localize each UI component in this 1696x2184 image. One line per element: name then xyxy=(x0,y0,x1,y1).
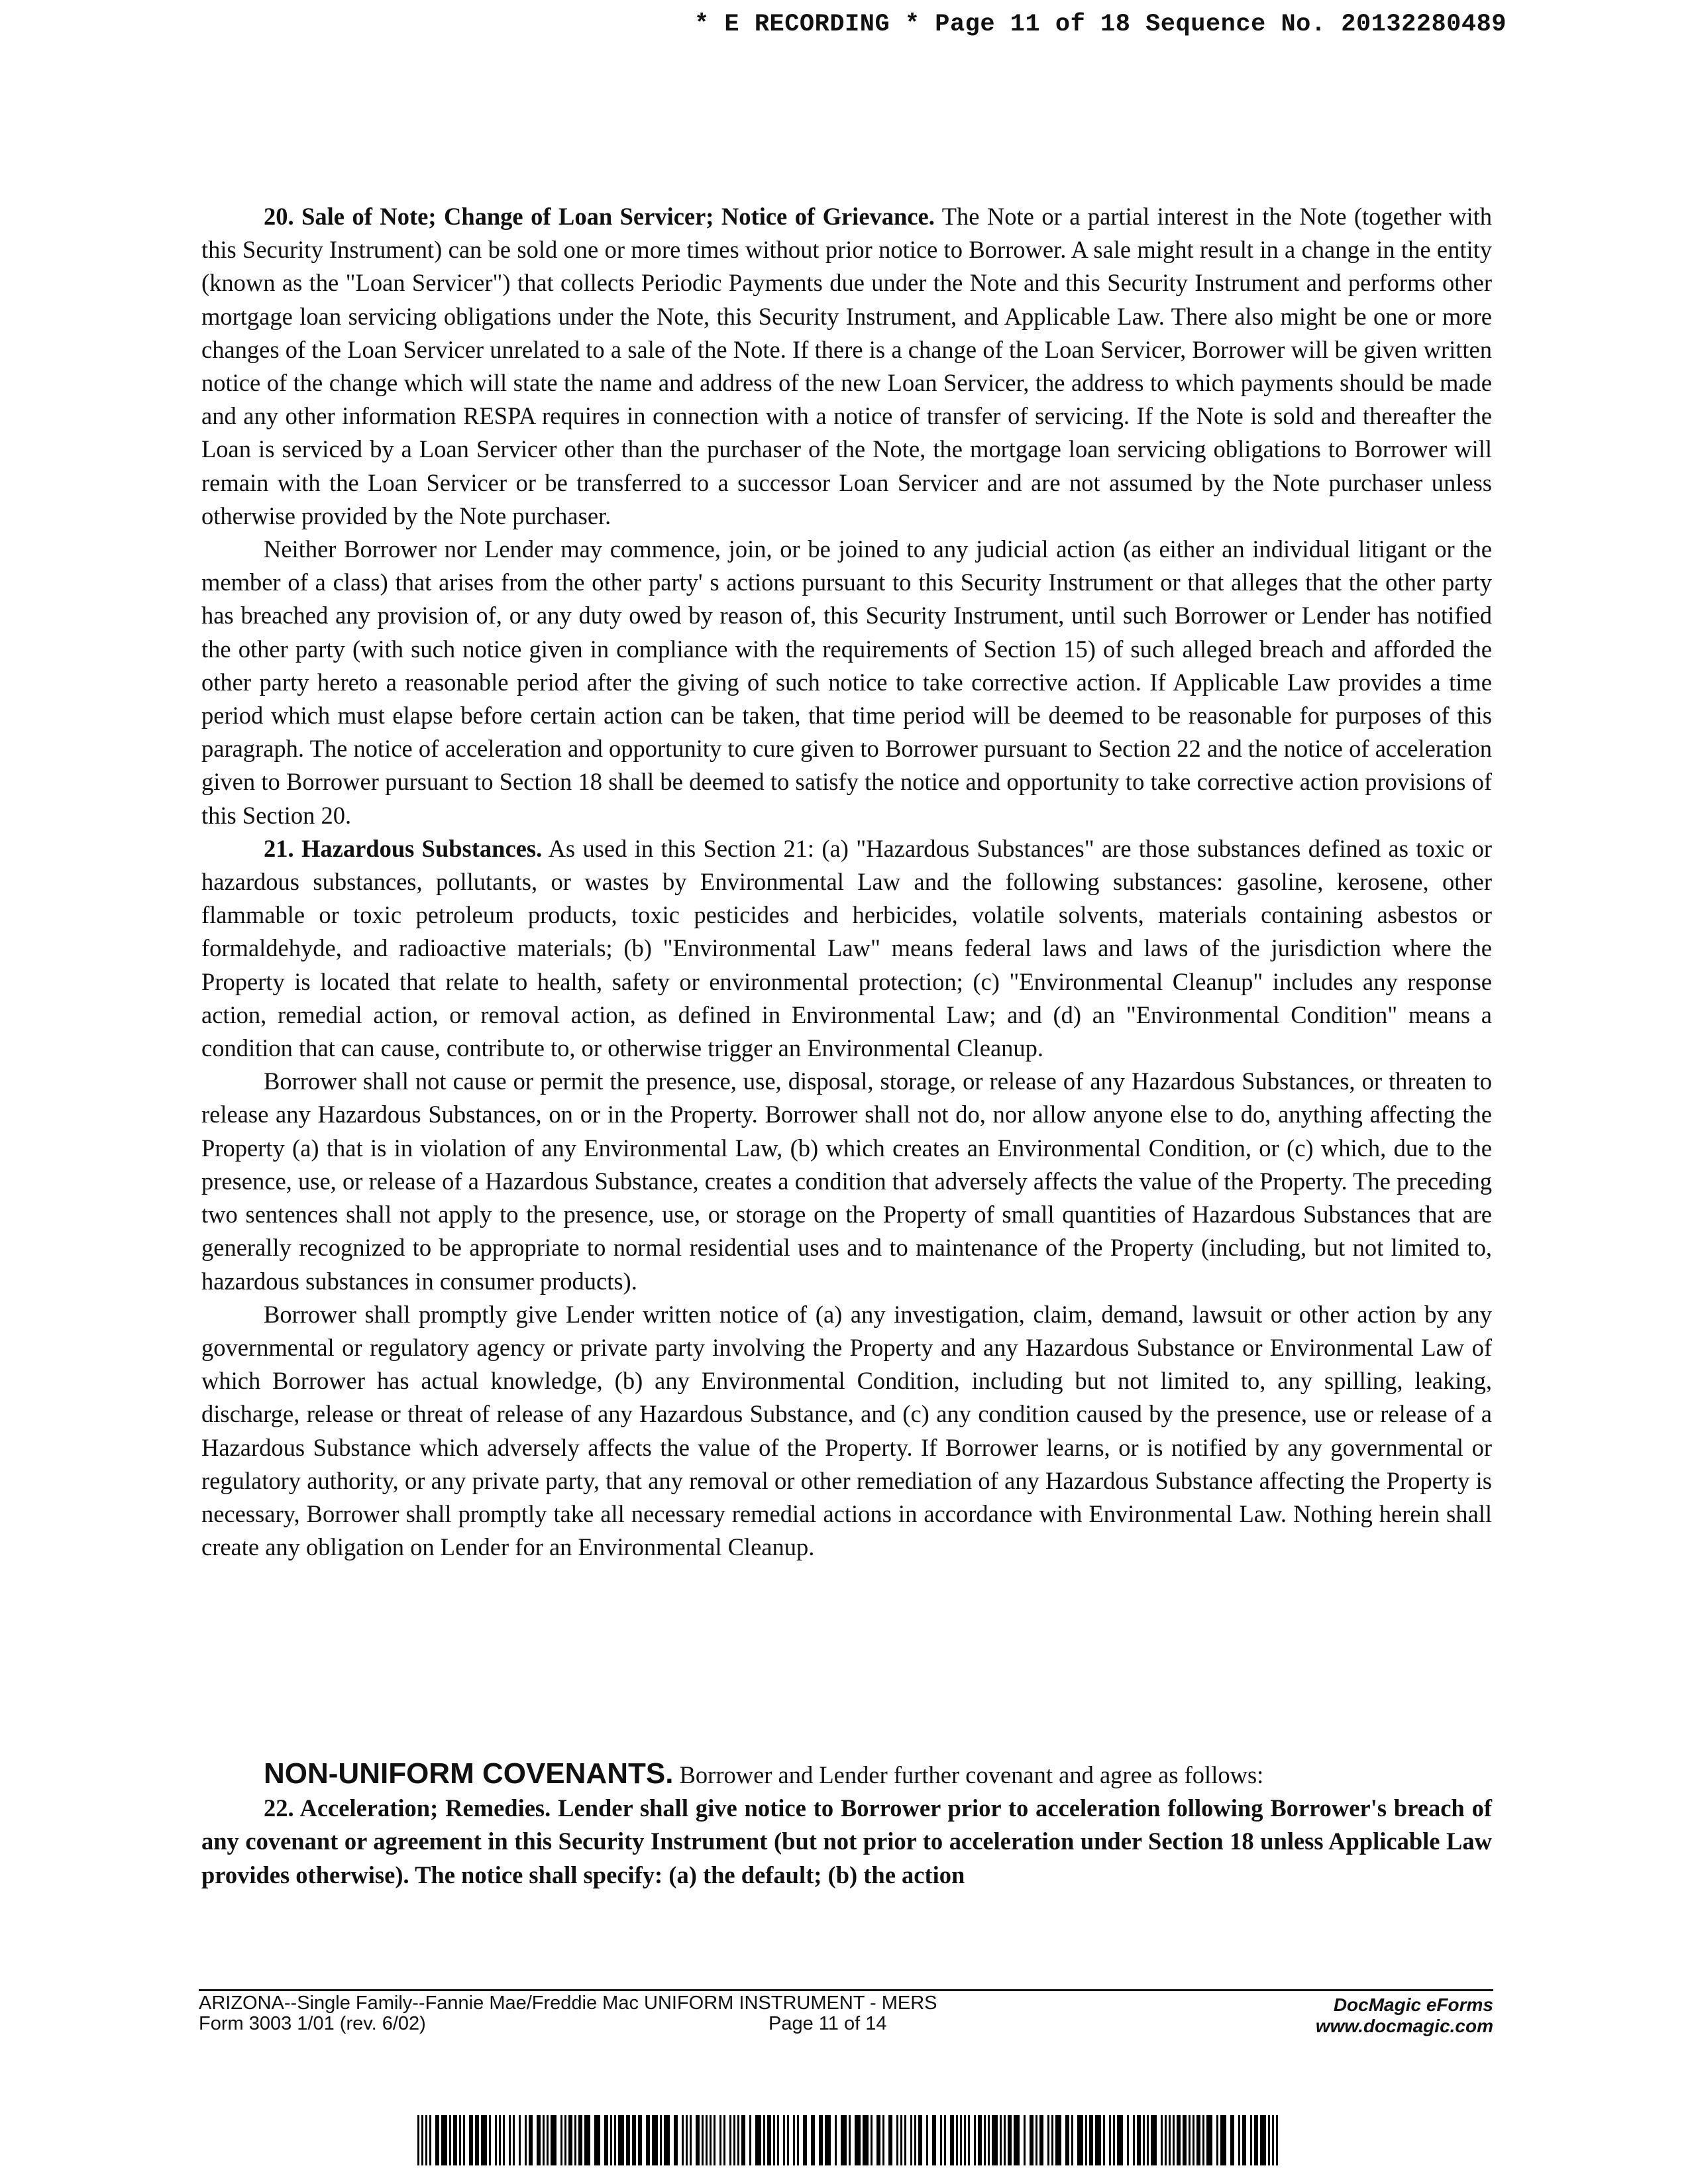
barcode-image xyxy=(417,2115,1280,2165)
section-20-number: 20. xyxy=(264,203,294,230)
brand-logo: DocMagic eForms xyxy=(1333,1994,1493,2015)
footer-divider xyxy=(199,1989,1493,1991)
footer-form-info xyxy=(199,1993,1126,2034)
section-20-title: Sale of Note; Change of Loan Servicer; Notice of Grievance. xyxy=(301,203,935,230)
section-21-paragraph-2: Borrower shall not cause or permit the presence, use, disposal, storage, or release of any Hazardous Substances, or threaten to release any Hazardous Substances, on or in the Property. Borrower shall not do, nor allow anyone else to do, anything affecting the Property (a) that is in violation of any Environmental Law, (b) which creates an Environmental Condition, or (c) which, due to the presence, use, or release of a Hazardous Substance, creates a condition that adversely affects the value of the Property. The preceding two sentences shall not apply to the presence, use, or storage on the Property of small quantities of Hazardous Substances that are generally recognized to be appropriate to normal residential uses and to maintenance of the Property (including, but not limited to, hazardous substances in consumer products). xyxy=(201,1067,1492,1295)
section-22-title: Acceleration; Remedies. xyxy=(299,1794,551,1822)
non-uniform-covenants xyxy=(201,1757,1492,1892)
recording-header: * E RECORDING * Page 11 of 18 Sequence No. 20132280489 xyxy=(694,11,1507,38)
non-uniform-heading: NON-UNIFORM COVENANTS. xyxy=(264,1757,674,1790)
section-22-text: Lender shall give notice to Borrower prior to acceleration following Borrower's breach of any covenant or agreement in this Security Instrument (but not prior to acceleration under Section 18 unless Applicable Law provides otherwise). The notice shall specify: (a) the default; (b) the action xyxy=(201,1794,1492,1888)
section-21-title: Hazardous Substances. xyxy=(301,834,543,862)
section-22-number: 22. xyxy=(264,1794,294,1822)
document-body xyxy=(201,200,1492,1564)
footer-brand xyxy=(1285,1994,1493,2037)
section-20-paragraph-2: Neither Borrower nor Lender may commence, join, or be joined to any judicial action (as either an individual litigant or the member of a class) that arises from the other party' s actions pursuant to this Security Instrument or that alleges that the other party has breached any provision of, or any duty owed by reason of, this Security Instrument, until such Borrower or Lender has notified the other party (with such notice given in compliance with the requirements of Section 15) of such alleged breach and afforded the other party hereto a reasonable period after the giving of such notice to take corrective action. If Applicable Law provides a time period which must elapse before certain action can be taken, that time period will be deemed to be reasonable for purposes of this paragraph. The notice of acceleration and opportunity to cure given to Borrower pursuant to Section 22 and the notice of acceleration given to Borrower pursuant to Section 18 shall be deemed to satisfy the notice and opportunity to take corrective action provisions of this Section 20. xyxy=(201,535,1492,829)
section-21-paragraph xyxy=(201,832,1492,1065)
page-number: Page 11 of 14 xyxy=(768,2013,887,2034)
section-20-text: The Note or a partial interest in the Note (together with this Security Instrument) can be sold one or more times without prior notice to Borrower. A sale might result in a change in the entity (known as the "Loan Servicer") that collects Periodic Payments due under the Note and this Security Instrument and performs other mortgage loan servicing obligations under the Note, this Security Instrument, and Applicable Law. There also might be one or more changes of the Loan Servicer unrelated to a sale of the Note. If there is a change of the Loan Servicer, Borrower will be given written notice of the change which will state the name and address of the new Loan Servicer, the address to which payments should be made and any other information RESPA requires in connection with a notice of transfer of servicing. If the Note is sold and thereafter the Loan is serviced by a Loan Servicer other than the purchaser of the Note, the mortgage loan servicing obligations to Borrower will remain with the Loan Servicer or be transferred to a successor Loan Servicer and are not assumed by the Note purchaser unless otherwise provided by the Note purchaser. xyxy=(201,203,1493,529)
section-20-paragraph xyxy=(201,200,1492,533)
section-21-number: 21. xyxy=(264,834,294,862)
form-number: Form 3003 1/01 (rev. 6/02) xyxy=(199,2013,426,2034)
form-title: ARIZONA--Single Family--Fannie Mae/Freddie Mac UNIFORM INSTRUMENT - MERS xyxy=(199,1993,937,2014)
section-21-paragraph-3: Borrower shall promptly give Lender written notice of (a) any investigation, claim, demand, lawsuit or other action by any governmental or regulatory agency or private party involving the Property and any Hazardous Substance or Environmental Law of which Borrower has actual knowledge, (b) any Environmental Condition, including but not limited to, any spilling, leaking, discharge, release or threat of release of any Hazardous Substance, and (c) any condition caused by the presence, use or release of a Hazardous Substance which adversely affects the value of the Property. If Borrower learns, or is notified by any governmental or regulatory authority, or any private party, that any removal or other remediation of any Hazardous Substance affecting the Property is necessary, Borrower shall promptly take all necessary remedial actions in accordance with Environmental Law. Nothing herein shall create any obligation on Lender for an Environmental Cleanup. xyxy=(201,1300,1492,1561)
non-uniform-intro-text: Borrower and Lender further covenant and agree as follows: xyxy=(679,1761,1264,1788)
section-22-paragraph xyxy=(201,1792,1492,1892)
brand-website: www.docmagic.com xyxy=(1315,2016,1493,2036)
section-21-text: As used in this Section 21: (a) "Hazardous Substances" are those substances defined as toxic or hazardous substances, pollutants, or wastes by Environmental Law and the following substances: gasoline, kerosene, other flammable or toxic petroleum products, toxic pesticides and herbicides, volatile solvents, materials containing asbestos or formaldehyde, and radioactive materials; (b) "Environmental Law" means federal laws and laws of the jurisdiction where the Property is located that relate to health, safety or environmental protection; (c) "Environmental Cleanup" includes any response action, remedial action, or removal action, as defined in Environmental Law; and (d) an "Environmental Condition" means a condition that can cause, contribute to, or otherwise trigger an Environmental Cleanup. xyxy=(201,834,1492,1062)
non-uniform-intro xyxy=(201,1757,1492,1792)
